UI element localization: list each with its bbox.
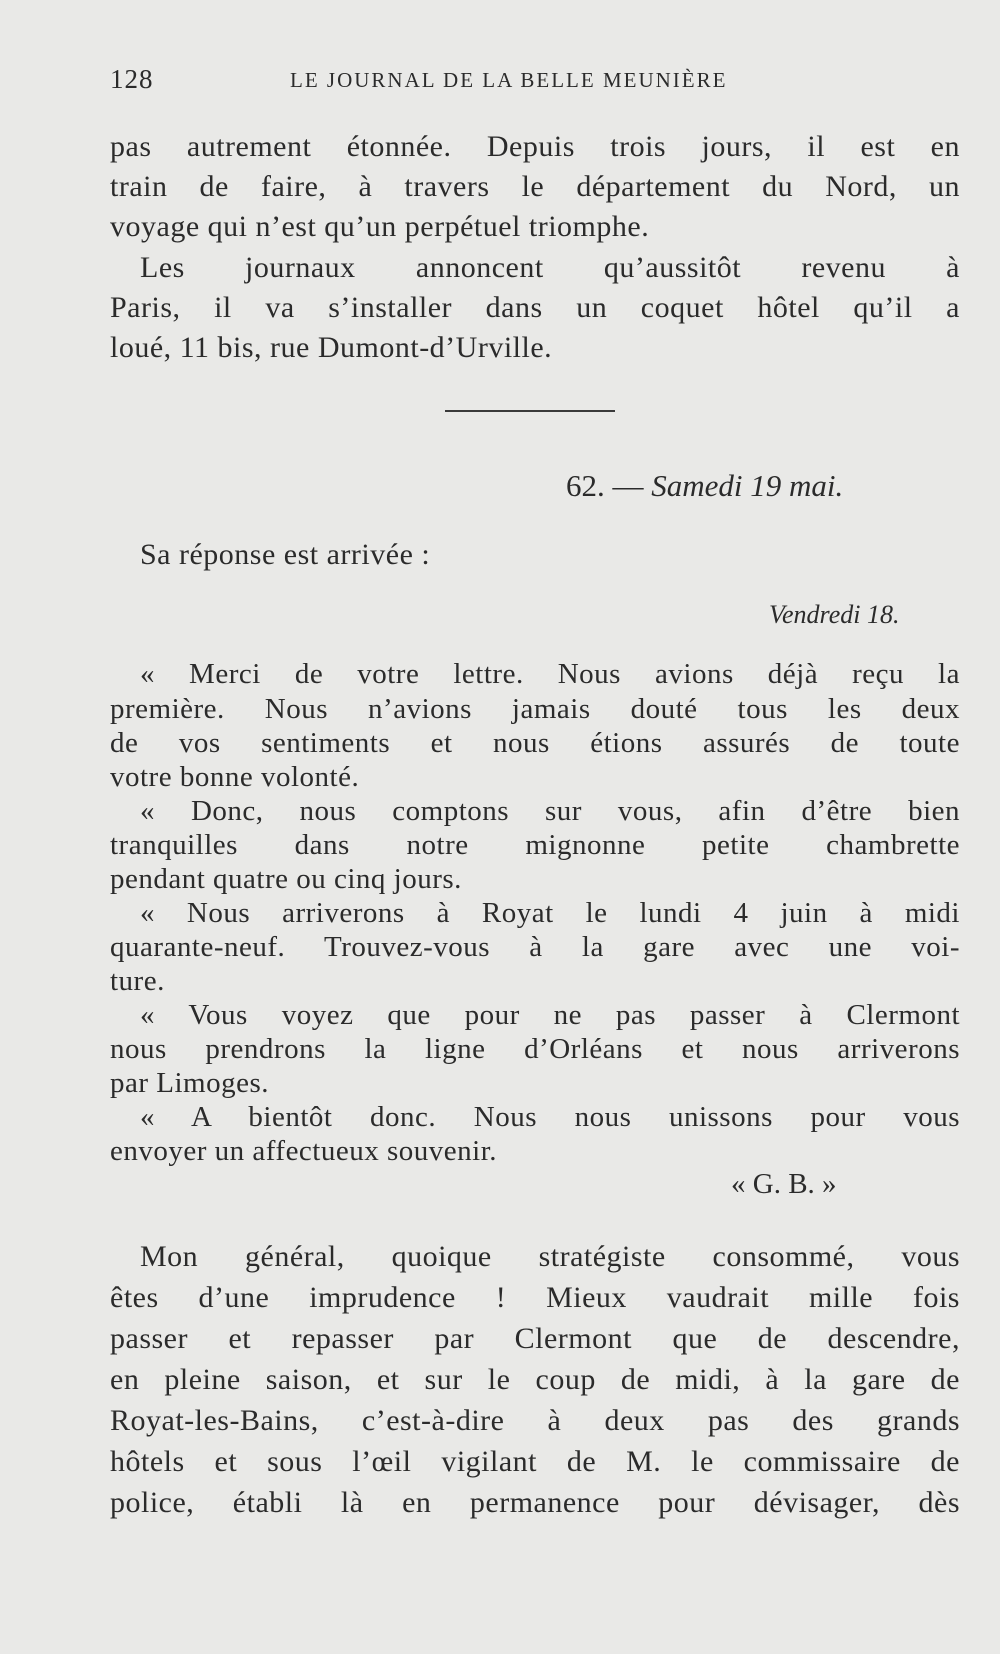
text-line: loué, 11 bis, rue Dumont-d’Urville. [110,331,553,364]
text-line: police, établi là en permanence pour dévisager, dès [110,1486,960,1519]
text-line: passer et repasser par Clermont que de descendre, [110,1322,960,1355]
letter-line: pendant quatre ou cinq jours. [110,863,462,895]
entry-number: 62. — [566,468,652,503]
letter-line: première. Nous n’avions jamais douté tous les deux [110,693,960,725]
text-line: pas autrement étonnée. Depuis trois jours, il est en [110,130,960,163]
letter-line: par Limoges. [110,1067,270,1099]
letter-line: de vos sentiments et nous étions assurés de toute [110,727,960,759]
letter-line: « Nous arriverons à Royat le lundi 4 juin à midi [140,897,960,929]
running-title: LE JOURNAL DE LA BELLE MEUNIÈRE [290,68,728,92]
letter-line: tranquilles dans notre mignonne petite chambrette [110,829,960,861]
letter-date: Vendredi 18. [769,600,900,629]
text-line: Paris, il va s’installer dans un coquet hôtel qu’il a [110,291,960,324]
letter-signature: « G. B. » [731,1168,837,1200]
page-number: 128 [110,64,154,94]
text-line: êtes d’une imprudence ! Mieux vaudrait mille fois [110,1281,960,1314]
letter-line: nous prendrons la ligne d’Orléans et nous arriverons [110,1033,960,1065]
text-line: Mon général, quoique stratégiste consommé, vous [140,1240,960,1273]
text-line: Royat-les-Bains, c’est-à-dire à deux pas des grands [110,1404,960,1437]
letter-line: envoyer un affectueux souvenir. [110,1135,498,1167]
entry-day: Samedi 19 mai. [651,468,844,503]
letter-line: « Donc, nous comptons sur vous, afin d’être bien [140,795,960,827]
text-line: en pleine saison, et sur le coup de midi, à la gare de [110,1363,960,1396]
letter-line: quarante-neuf. Trouvez-vous à la gare avec une voi- [110,931,960,963]
letter-line: « Merci de votre lettre. Nous avions déjà reçu la [140,658,960,690]
intro-line: Sa réponse est arrivée : [140,538,431,571]
letter-line: ture. [110,965,165,997]
diary-entry-heading [566,468,843,504]
letter-line: « Vous voyez que pour ne pas passer à Clermont [140,999,960,1031]
text-line: train de faire, à travers le département du Nord, un [110,170,960,203]
text-line: hôtels et sous l’œil vigilant de M. le commissaire de [110,1445,960,1478]
text-line: voyage qui n’est qu’un perpétuel triomphe. [110,210,650,243]
page-header [110,64,790,104]
text-line: Les journaux annoncent qu’aussitôt revenu à [140,251,960,284]
letter-line: votre bonne volonté. [110,761,360,793]
section-divider [445,410,615,412]
letter-line: « A bientôt donc. Nous nous unissons pour vous [140,1101,960,1133]
